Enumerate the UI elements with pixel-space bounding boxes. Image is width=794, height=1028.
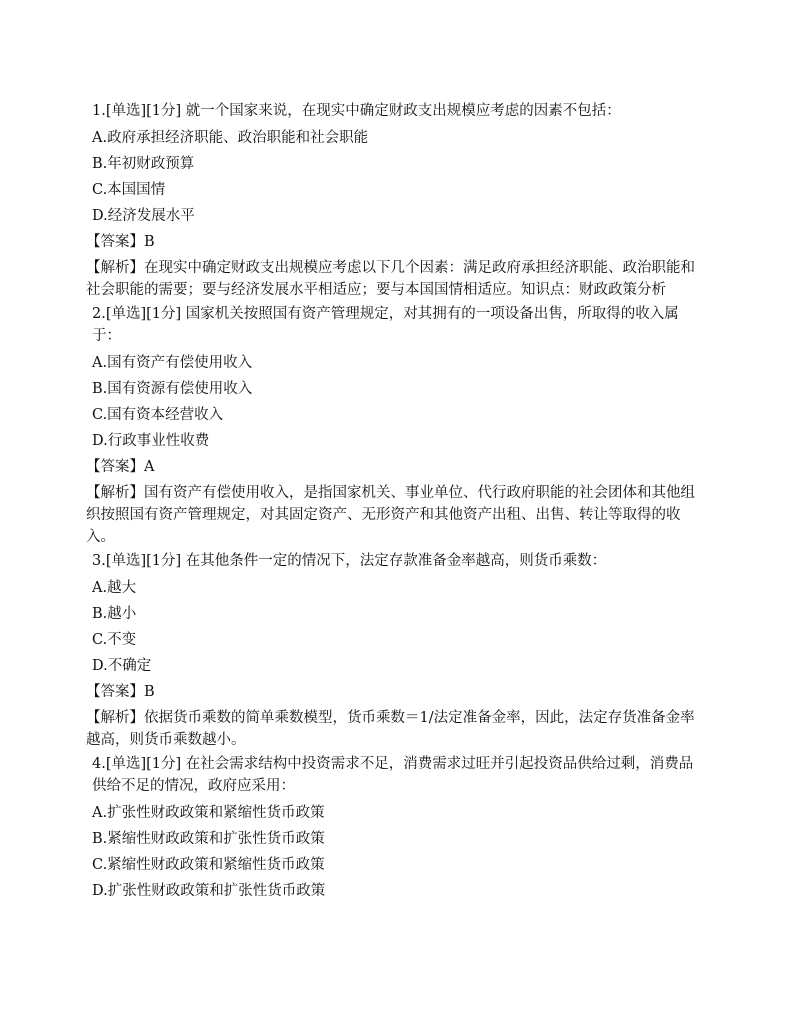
option-b: B.国有资源有偿使用收入	[92, 381, 253, 397]
question-4	[92, 753, 704, 904]
option-c: C.紧缩性财政政策和紧缩性货币政策	[92, 857, 325, 873]
answer-line	[86, 229, 704, 255]
question-header: 2.[单选][1分]	[92, 306, 182, 322]
option-b: B.紧缩性财政政策和扩张性货币政策	[92, 831, 325, 847]
question-header: 1.[单选][1分]	[92, 103, 182, 119]
question-stem: 2.[单选][1分] 国家机关按照国有资产管理规定，对其拥有的一项设备出售，所取得的收入属于：	[92, 306, 679, 344]
analysis-paragraph	[86, 482, 704, 548]
document-page	[86, 98, 704, 904]
option-d: D.行政事业性收费	[92, 433, 210, 449]
option-c: C.国有资本经营收入	[92, 407, 224, 423]
option-a: A.政府承担经济职能、政治职能和社会职能	[92, 130, 369, 146]
option-d: D.不确定	[92, 658, 152, 674]
answer-label: 【答案】	[86, 234, 144, 250]
analysis-paragraph	[86, 707, 704, 751]
question-3	[86, 550, 704, 751]
question-stem: 3.[单选][1分] 在其他条件一定的情况下，法定存款准备金率越高，则货币乘数：	[92, 553, 607, 569]
analysis-label: 【解析】	[86, 260, 144, 276]
answer-label: 【答案】	[86, 459, 144, 475]
answer-value: B	[144, 684, 155, 700]
analysis-label: 【解析】	[86, 710, 144, 726]
analysis-text: 国有资产有偿使用收入，是指国家机关、事业单位、代行政府职能的社会团体和其他组织按照国有资产管理规定，对其固定资产、无形资产和其他资产出租、出售、转让等取得的收入。	[86, 485, 695, 545]
option-a: A.越大	[92, 580, 137, 596]
option-d: D.扩张性财政政策和扩张性货币政策	[92, 883, 326, 899]
answer-line	[86, 454, 704, 480]
answer-value: B	[144, 234, 155, 250]
option-b: B.越小	[92, 606, 137, 622]
question-stem: 1.[单选][1分] 就一个国家来说，在现实中确定财政支出规模应考虑的因素不包括：	[92, 103, 621, 119]
answer-line	[86, 679, 704, 705]
option-c: C.本国国情	[92, 182, 166, 198]
analysis-text: 在现实中确定财政支出规模应考虑以下几个因素：满足政府承担经济职能、政治职能和社会职能的需要；要与经济发展水平相适应；要与本国国情相适应。知识点：财政政策分析	[86, 260, 695, 298]
question-stem: 4.[单选][1分] 在社会需求结构中投资需求不足，消费需求过旺并引起投资品供给过剩，消费品供给不足的情况，政府应采用：	[92, 756, 694, 794]
answer-value: A	[144, 459, 155, 475]
option-d: D.经济发展水平	[92, 208, 195, 224]
analysis-label: 【解析】	[86, 485, 144, 501]
analysis-text: 依据货币乘数的简单乘数模型，货币乘数＝1/法定准备金率，因此，法定存货准备金率越高，则货币乘数越小。	[86, 710, 695, 748]
option-a: A.扩张性财政政策和紧缩性货币政策	[92, 805, 325, 821]
option-c: C.不变	[92, 632, 137, 648]
question-header: 3.[单选][1分]	[92, 553, 182, 569]
analysis-paragraph	[86, 257, 704, 301]
question-2	[86, 303, 704, 548]
option-b: B.年初财政预算	[92, 156, 195, 172]
answer-label: 【答案】	[86, 684, 144, 700]
option-a: A.国有资产有偿使用收入	[92, 355, 253, 371]
question-header: 4.[单选][1分]	[92, 756, 182, 772]
question-1	[86, 100, 704, 301]
